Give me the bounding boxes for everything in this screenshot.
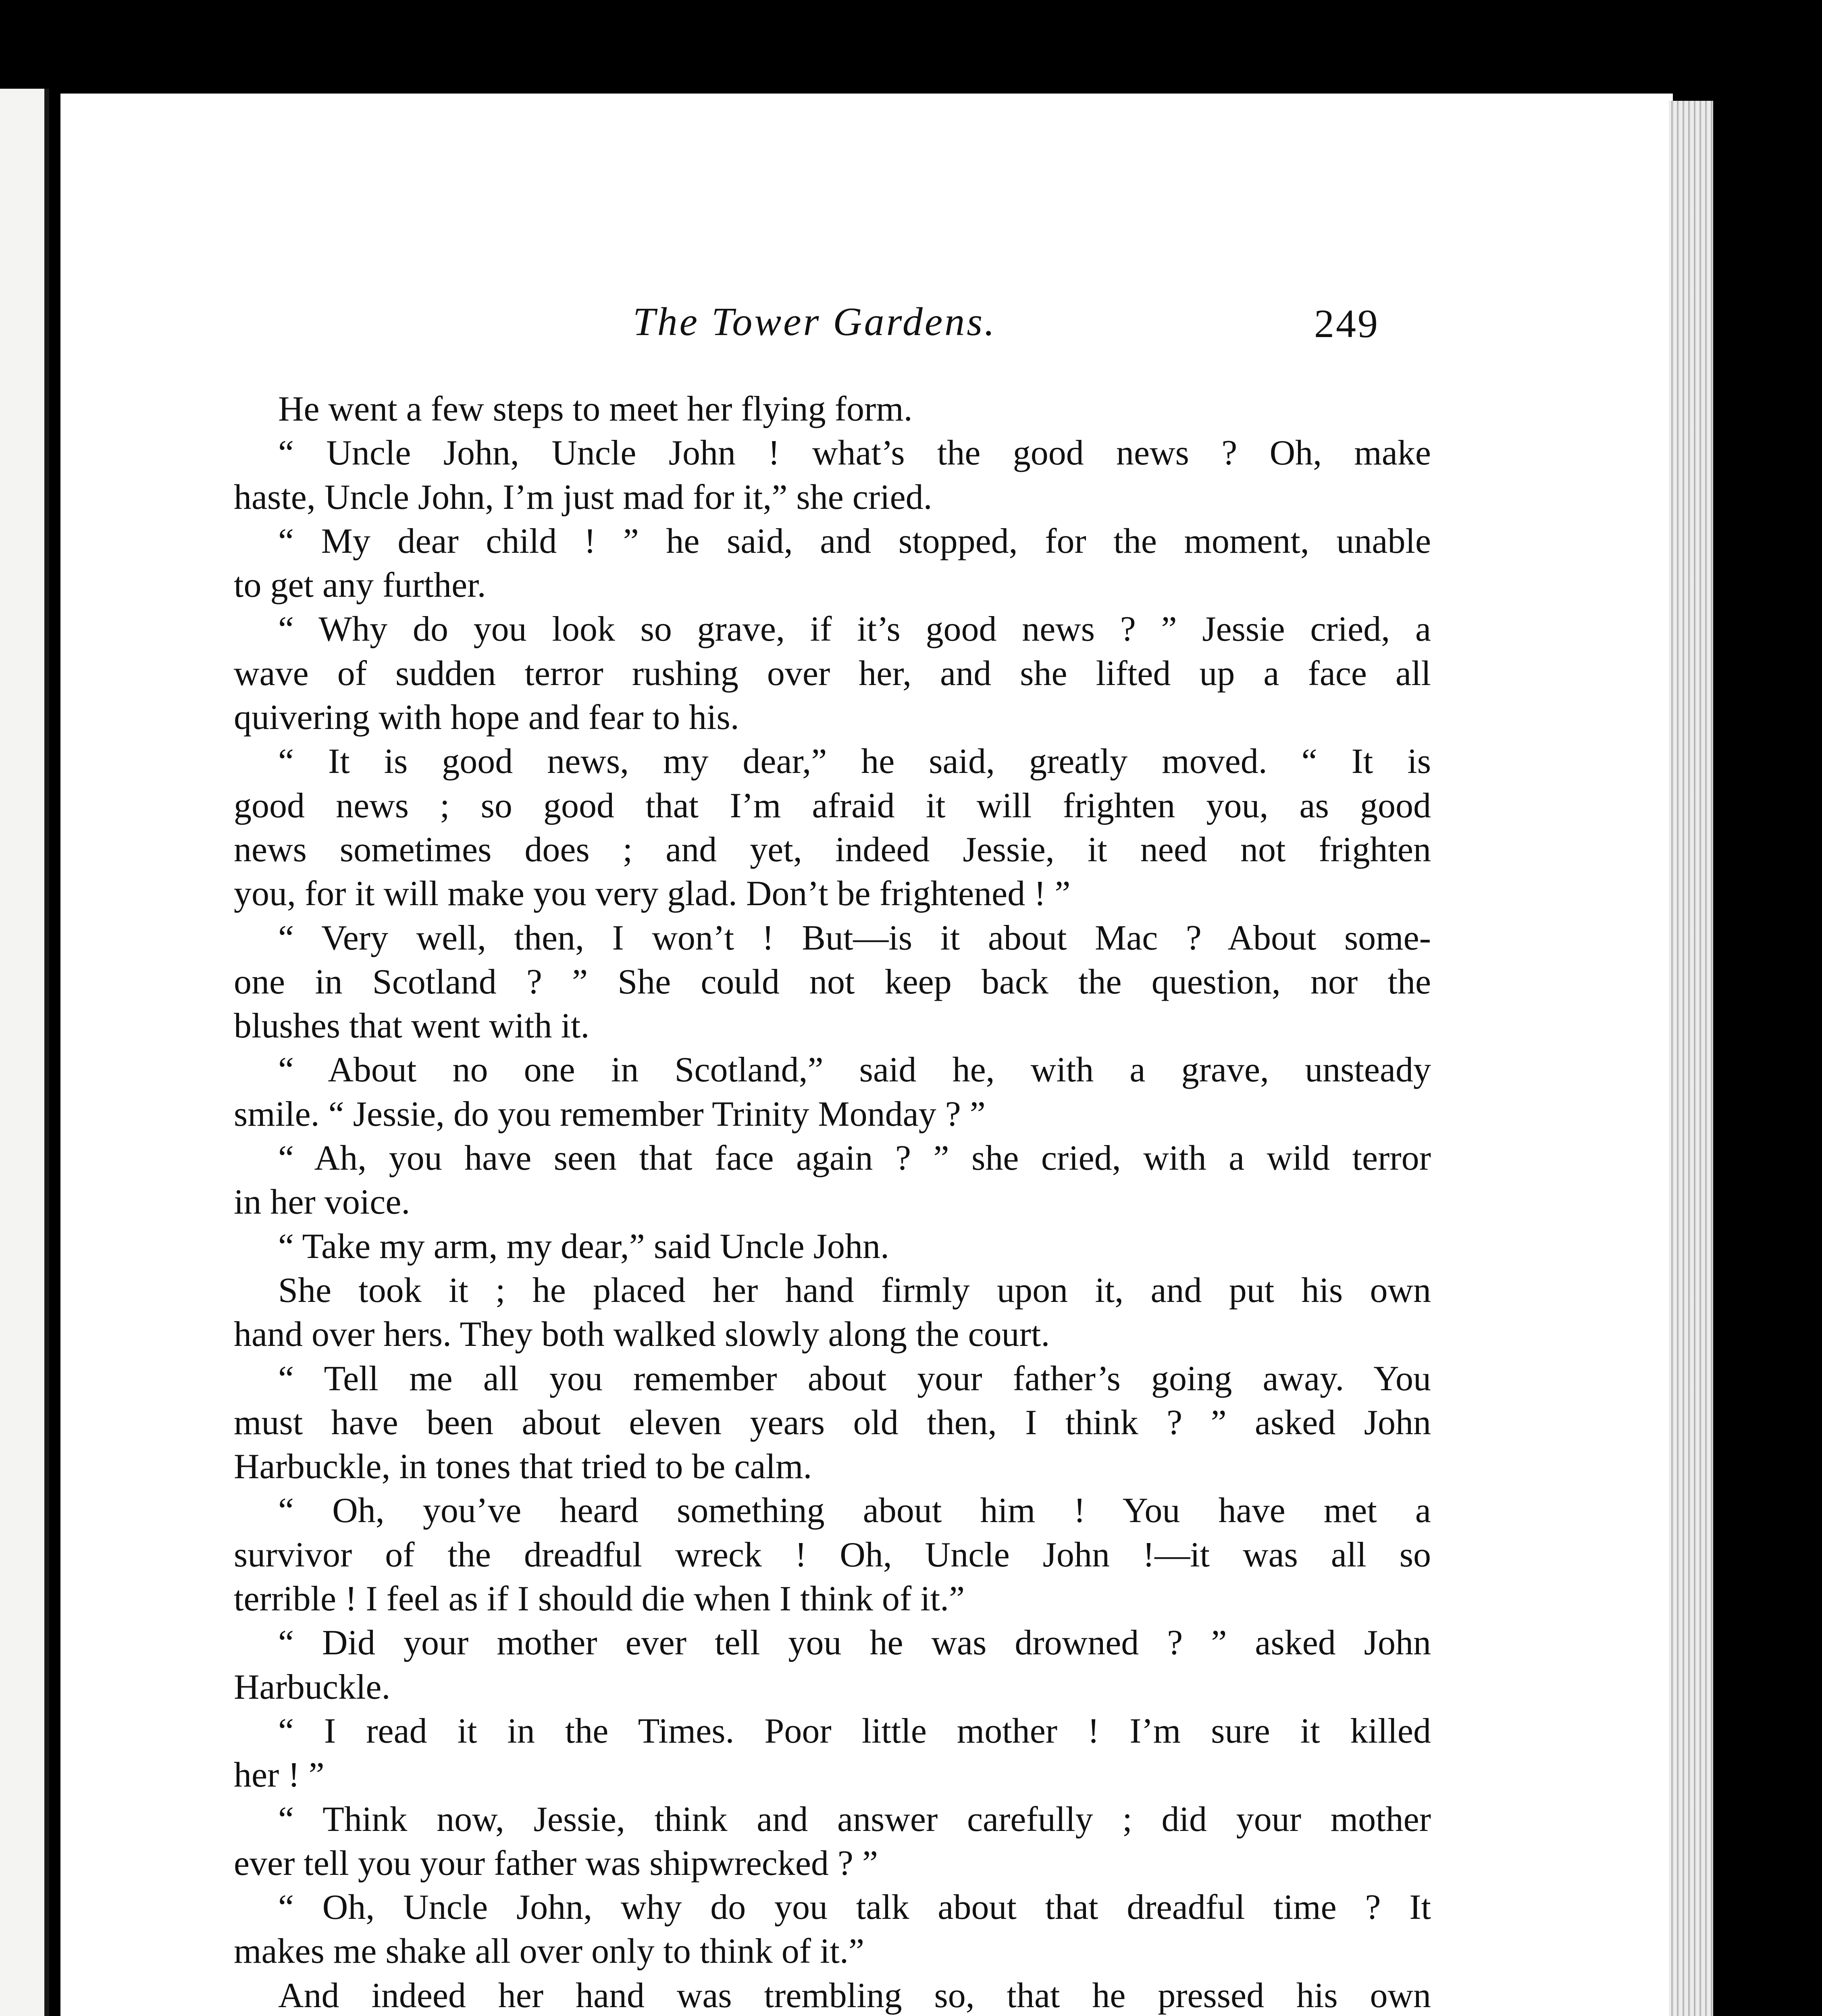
text-line: “ About no one in Scotland,” said he, with a grave, unsteady <box>278 1050 1431 1090</box>
previous-page-edge <box>0 89 49 2016</box>
text-line: in her voice. <box>234 1183 410 1222</box>
text-line: “ Ah, you have seen that face again ? ” she cried, with a wild terror <box>278 1139 1431 1178</box>
text-line: smile. “ Jessie, do you remember Trinity Monday ? ” <box>234 1094 986 1134</box>
text-line: wave of sudden terror rushing over her, and she lifted up a face all <box>234 654 1431 693</box>
text-line: “ Did your mother ever tell you he was drowned ? ” asked John <box>278 1623 1431 1663</box>
text-line: blushes that went with it. <box>234 1006 590 1046</box>
text-line: news sometimes does ; and yet, indeed Jessie, it need not frighten <box>234 830 1431 869</box>
text-line: He went a few steps to meet her flying form. <box>278 389 913 429</box>
text-line: “ I read it in the Times. Poor little mother ! I’m sure it killed <box>278 1711 1431 1751</box>
text-line: her ! ” <box>234 1756 324 1795</box>
text-line: you, for it will make you very glad. Don’t be frightened ! ” <box>234 874 1071 914</box>
text-line: “ Oh, you’ve heard something about him ! You have met a <box>278 1491 1431 1531</box>
running-title: The Tower Gardens. <box>633 299 997 344</box>
text-line: quivering with hope and fear to his. <box>234 698 739 737</box>
text-line: “ Tell me all you remember about your father’s going away. You <box>278 1359 1431 1398</box>
text-line: “ Oh, Uncle John, why do you talk about that dreadful time ? It <box>278 1888 1431 1927</box>
text-line: “ My dear child ! ” he said, and stopped, for the moment, unable <box>278 521 1431 561</box>
text-line: And indeed her hand was trembling so, that he pressed his own <box>278 1976 1431 2015</box>
text-line: must have been about eleven years old then, I think ? ” asked John <box>234 1403 1431 1442</box>
text-line: “ Uncle John, Uncle John ! what’s the good news ? Oh, make <box>278 433 1431 473</box>
text-line: haste, Uncle John, I’m just mad for it,” she cried. <box>234 477 932 517</box>
text-line: to get any further. <box>234 566 486 605</box>
page-stack-edge <box>1669 101 1713 2016</box>
text-line: survivor of the dreadful wreck ! Oh, Uncle John !—it was all so <box>234 1535 1431 1574</box>
text-line: hand over hers. They both walked slowly along the court. <box>234 1315 1050 1354</box>
text-line: good news ; so good that I’m afraid it will frighten you, as good <box>234 786 1431 825</box>
text-line: “ Why do you look so grave, if it’s good news ? ” Jessie cried, a <box>278 610 1431 649</box>
text-line: terrible ! I feel as if I should die when I think of it.” <box>234 1579 965 1619</box>
body-text <box>234 387 1431 2016</box>
text-line: makes me shake all over only to think of it.” <box>234 1932 865 1971</box>
text-line: “ Very well, then, I won’t ! But—is it about Mac ? About some- <box>278 918 1431 958</box>
page-number: 249 <box>1314 301 1379 346</box>
text-line: “ Think now, Jessie, think and answer carefully ; did your mother <box>278 1799 1431 1839</box>
text-line: Harbuckle, in tones that tried to be calm. <box>234 1447 812 1487</box>
text-line: ever tell you your father was shipwrecked ? ” <box>234 1843 878 1883</box>
text-line: “ It is good news, my dear,” he said, greatly moved. “ It is <box>278 742 1431 781</box>
text-line: She took it ; he placed her hand firmly upon it, and put his own <box>278 1270 1431 1310</box>
text-line: “ Take my arm, my dear,” said Uncle John. <box>278 1227 889 1266</box>
text-line: one in Scotland ? ” She could not keep back the question, nor the <box>234 962 1431 1002</box>
text-line: Harbuckle. <box>234 1667 391 1707</box>
